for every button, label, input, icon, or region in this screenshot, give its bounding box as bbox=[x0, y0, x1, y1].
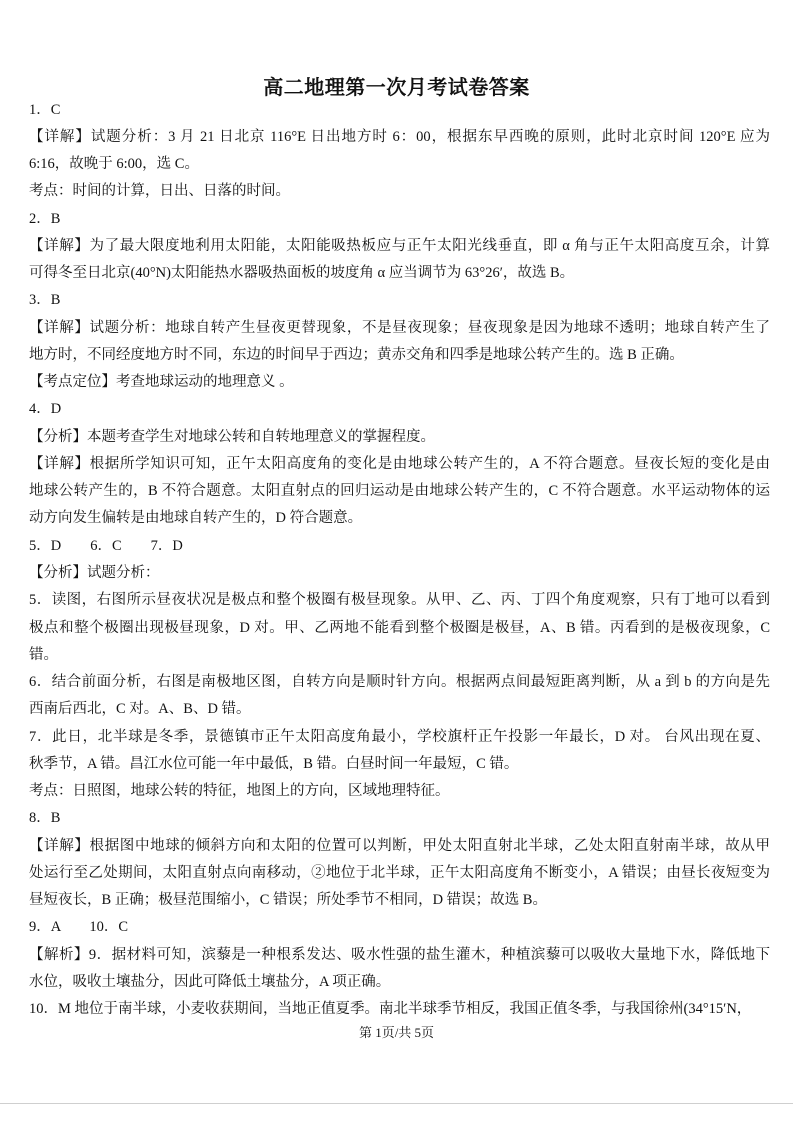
text-line: 考点：时间的计算，日出、日落的时间。 bbox=[29, 183, 290, 200]
text-line: 错。 bbox=[29, 646, 58, 663]
text-line: 5．读图，右图所示昼夜状况是极点和整个极圈有极昼现象。从甲、乙、丙、丁四个角度观察，只有丁地可以看到 bbox=[29, 592, 770, 609]
text-line: 西南后西北，C 对。A、B、D 错。 bbox=[29, 701, 251, 718]
text-line: 水位，吸收土壤盐分，因此可降低土壤盐分，A 项正确。 bbox=[29, 974, 391, 990]
text-line: 【详解】试题分析：地球自转产生昼夜更替现象，不是昼夜现象；昼夜现象是因为地球不透明；地球自转产生了 bbox=[29, 319, 770, 336]
text-line: 【详解】为了最大限度地利用太阳能，太阳能吸热板应与正午太阳光线垂直，即 α 角与正午太阳高度互余，计算 bbox=[29, 237, 770, 254]
text-line: 昼短夜长，B 正确；极昼范围缩小，C 错误；所处季节不相同，D 错误；故选 B。 bbox=[29, 892, 547, 909]
text-line: 4．D bbox=[29, 401, 62, 418]
answer-paragraph bbox=[29, 587, 770, 669]
answer-paragraph bbox=[29, 124, 770, 179]
answer-paragraph bbox=[29, 914, 770, 941]
text-line: 3．B bbox=[29, 292, 61, 309]
answer-paragraph bbox=[29, 97, 770, 124]
answer-paragraph bbox=[29, 669, 770, 724]
text-line: 6:16，故晚于 6:00，选 C。 bbox=[29, 156, 199, 173]
answer-paragraph bbox=[29, 560, 770, 587]
page-title: 高二地理第一次月考试卷答案 bbox=[263, 77, 530, 99]
answer-paragraph bbox=[29, 206, 770, 233]
answer-paragraph bbox=[29, 451, 770, 533]
text-line: 【分析】试题分析： bbox=[29, 565, 160, 582]
answer-paragraph bbox=[29, 778, 770, 805]
text-line: 考点：日照图，地球公转的特征，地图上的方向，区域地理特征。 bbox=[29, 783, 450, 800]
answer-paragraph bbox=[29, 315, 770, 370]
answer-paragraph bbox=[29, 233, 770, 288]
text-line: 【解析】9．据材料可知，滨藜是一种根系发达、吸水性强的盐生灌木，种植滨藜可以吸收大量地下水，降低地下 bbox=[29, 946, 770, 963]
text-line: 【分析】本题考查学生对地球公转和自转地理意义的掌握程度。 bbox=[29, 428, 435, 445]
answer-paragraph bbox=[29, 942, 770, 997]
answer-paragraph bbox=[29, 369, 770, 396]
text-line: 10．M 地位于南半球，小麦收获期间，当地正值夏季。南北半球季节相反，我国正值冬季，与我国徐州(34°15′N， bbox=[29, 1001, 752, 1018]
page-divider bbox=[0, 1103, 793, 1104]
text-line: 7．此日，北半球是冬季，景德镇市正午太阳高度角最小，学校旗杆正午投影一年最长，D 对。 台风出现在夏、 bbox=[29, 728, 770, 745]
answer-paragraph bbox=[29, 833, 770, 915]
text-line: 6．结合前面分析，右图是南极地区图，自转方向是顺时针方向。根据两点间最短距离判断，从 a 到 b 的方向是先 bbox=[29, 674, 770, 691]
text-line: 8．B bbox=[29, 810, 61, 827]
answer-paragraph bbox=[29, 178, 770, 205]
text-line: 【详解】根据图中地球的倾斜方向和太阳的位置可以判断，甲处太阳直射北半球，乙处太阳直射南半球，故从甲 bbox=[29, 837, 770, 854]
answer-paragraph bbox=[29, 424, 770, 451]
text-line: 动方向发生偏转是由地球自转产生的，D 符合题意。 bbox=[29, 510, 363, 527]
text-line: 【详解】试题分析：3 月 21 日北京 116°E 日出地方时 6：00，根据东早西晚的原则，此时北京时间 120°E 应为 bbox=[29, 128, 770, 145]
text-line: 可得冬至日北京(40°N)太阳能热水器吸热面板的坡度角 α 应当调节为 63°26′，故选 B。 bbox=[29, 265, 575, 282]
answer-paragraph bbox=[29, 396, 770, 423]
text-line: 1．C bbox=[29, 101, 61, 118]
text-line: 地方时，不同经度地方时不同，东边的时间早于西边；黄赤交角和四季是地球公转产生的。选 B 正确。 bbox=[29, 346, 684, 363]
text-line: 【详解】根据所学知识可知，正午太阳高度角的变化是由地球公转产生的，A 不符合题意。昼夜长短的变化是由 bbox=[29, 455, 770, 472]
answer-paragraph bbox=[29, 724, 770, 779]
answer-paragraph bbox=[29, 287, 770, 314]
page-number: 第 1页/共 5页 bbox=[358, 1025, 435, 1040]
text-line: 【考点定位】考查地球运动的地理意义 。 bbox=[29, 374, 294, 391]
text-line: 秋季节，A 错。昌江水位可能一年中最低，B 错。白昼时间一年最短，C 错。 bbox=[29, 755, 519, 772]
text-line: 5．D 6．C 7．D bbox=[29, 537, 183, 554]
answer-paragraph bbox=[29, 533, 770, 560]
answer-paragraph bbox=[29, 996, 770, 1023]
text-line: 极点和整个极圈出现极昼现象，D 对。甲、乙两地不能看到整个极圈是极昼，A、B 错。丙看到的是极夜现象，C bbox=[29, 619, 770, 636]
text-line: 9．A 10．C bbox=[29, 919, 129, 936]
text-line: 地球公转产生的，B 不符合题意。太阳直射点的回归运动是由地球公转产生的，C 不符合题意。水平运动物体的运 bbox=[29, 483, 770, 500]
answer-paragraph bbox=[29, 805, 770, 832]
text-line: 处运行至乙处期间，太阳直射点向南移动，②地位于北半球，正午太阳高度角不断变小，A 错误；由昼长夜短变为 bbox=[29, 864, 770, 881]
answer-body bbox=[29, 97, 770, 1024]
text-line: 2．B bbox=[29, 210, 61, 227]
